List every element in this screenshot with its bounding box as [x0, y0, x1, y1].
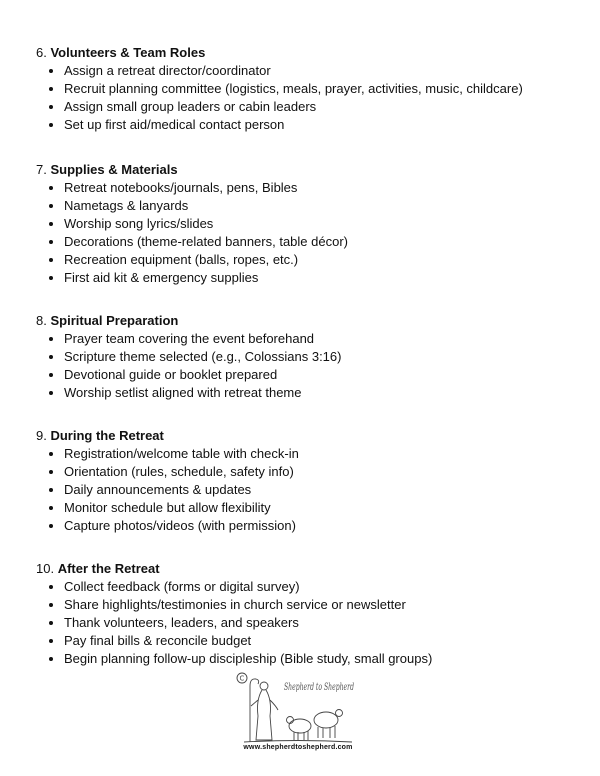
section-number: 8.	[36, 313, 47, 328]
list-item: • Orientation (rules, schedule, safety info)	[64, 463, 576, 481]
list-item: • Pay final bills & reconcile budget	[64, 632, 576, 650]
section-heading	[36, 560, 576, 578]
shepherd-logo	[228, 670, 368, 770]
list-item: • Collect feedback (forms or digital survey)	[64, 578, 576, 596]
list-item: • Share highlights/testimonies in church service or newsletter	[64, 596, 576, 614]
checklist	[36, 330, 576, 402]
list-item: • Thank volunteers, leaders, and speakers	[64, 614, 576, 632]
list-item: • Decorations (theme-related banners, table décor)	[64, 233, 576, 251]
list-item: • Recruit planning committee (logistics, meals, prayer, activities, music, childcare)	[64, 80, 576, 98]
list-item: • Worship setlist aligned with retreat theme	[64, 384, 576, 402]
svg-text:C: C	[239, 674, 245, 683]
list-item: • Retreat notebooks/journals, pens, Bibles	[64, 179, 576, 197]
list-item: • Assign a retreat director/coordinator	[64, 62, 576, 80]
section-heading	[36, 44, 576, 62]
section-number: 6.	[36, 45, 47, 60]
list-item: • Nametags & lanyards	[64, 197, 576, 215]
list-item: • Monitor schedule but allow flexibility	[64, 499, 576, 517]
section-heading	[36, 161, 576, 179]
checklist	[36, 578, 576, 668]
list-item: • Recreation equipment (balls, ropes, etc.)	[64, 251, 576, 269]
section-supplies	[36, 161, 576, 287]
list-item: • First aid kit & emergency supplies	[64, 269, 576, 287]
section-title: Volunteers & Team Roles	[50, 45, 206, 60]
list-item: • Devotional guide or booklet prepared	[64, 366, 576, 384]
list-item: • Daily announcements & updates	[64, 481, 576, 499]
list-item: • Capture photos/videos (with permission)	[64, 517, 576, 535]
section-title: Spiritual Preparation	[50, 313, 179, 328]
list-item: • Worship song lyrics/slides	[64, 215, 576, 233]
section-during-retreat	[36, 427, 576, 535]
list-item: • Registration/welcome table with check-in	[64, 445, 576, 463]
section-title: During the Retreat	[50, 428, 164, 443]
logo-title-text: Shepherd to Shepherd	[284, 682, 354, 693]
list-item: • Set up first aid/medical contact person	[64, 116, 576, 134]
section-volunteers	[36, 44, 576, 134]
section-title: Supplies & Materials	[50, 162, 178, 177]
list-item: • Scripture theme selected (e.g., Colossians 3:16)	[64, 348, 576, 366]
list-item: • Prayer team covering the event beforehand	[64, 330, 576, 348]
checklist	[36, 62, 576, 134]
section-number: 9.	[36, 428, 47, 443]
section-number: 7.	[36, 162, 47, 177]
section-heading	[36, 312, 576, 330]
section-heading	[36, 427, 576, 445]
shepherd-with-sheep-logo-icon	[228, 670, 368, 744]
section-number: 10.	[36, 561, 55, 576]
footer-website-url: www.shepherdtoshepherd.com	[243, 744, 353, 751]
section-title: After the Retreat	[57, 561, 160, 576]
list-item: • Assign small group leaders or cabin leaders	[64, 98, 576, 116]
section-spiritual-preparation	[36, 312, 576, 402]
section-after-retreat	[36, 560, 576, 668]
checklist	[36, 179, 576, 287]
list-item: • Begin planning follow-up discipleship (Bible study, small groups)	[64, 650, 576, 668]
checklist	[36, 445, 576, 535]
